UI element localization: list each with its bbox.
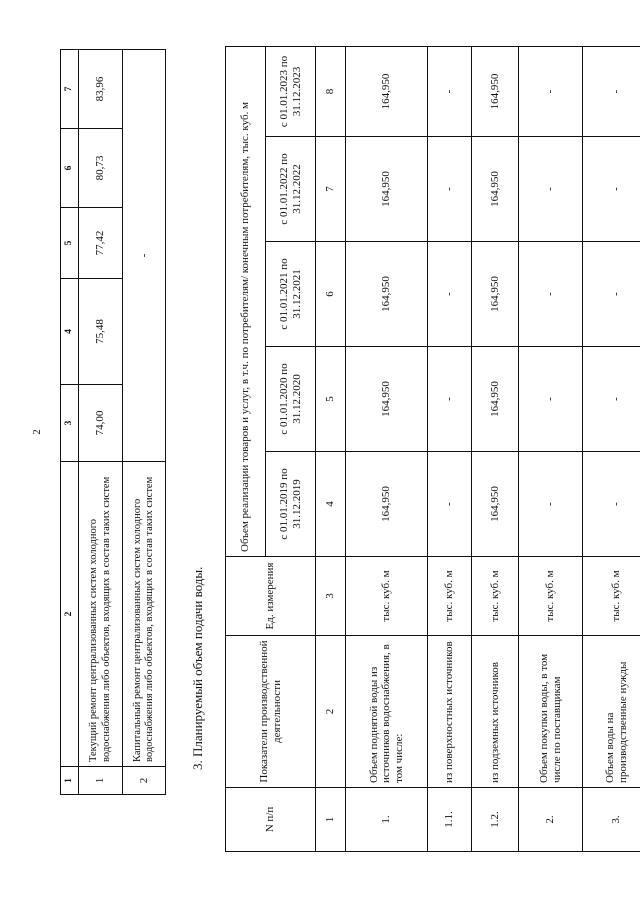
section-title: 3. Планируемый объем подачи воды. — [190, 566, 205, 770]
header-cell: 6 — [61, 129, 79, 208]
period-cell: с 01.01.2021 по 31.12.2021 — [266, 242, 316, 347]
numbering-cell: 2 — [316, 636, 346, 788]
row-number: 1. — [346, 788, 428, 852]
table-row — [428, 46, 472, 851]
value-cell: - — [583, 452, 640, 557]
row-unit: тыс. куб. м — [472, 557, 519, 636]
value-cell: - — [519, 347, 583, 452]
row-unit: тыс. куб. м — [583, 557, 640, 636]
row-name: из поверхностных источников — [428, 636, 472, 788]
value-cell: - — [519, 46, 583, 136]
value-cell: - — [428, 137, 472, 242]
table-row — [583, 46, 640, 851]
value-cell: - — [428, 452, 472, 557]
numbering-cell: 1 — [316, 788, 346, 852]
value-cell: - — [519, 242, 583, 347]
value-cell: - — [428, 242, 472, 347]
value-cell: 164,950 — [472, 46, 519, 136]
value-cell: - — [428, 46, 472, 136]
value-cell: 164,950 — [346, 347, 428, 452]
row-text: Текущий ремонт централизованных систем холодного водоснабжения либо объектов, входящих в состав таких систем — [79, 462, 123, 767]
maintenance-table-wrapper — [60, 49, 166, 795]
row-unit: тыс. куб. м — [346, 557, 428, 636]
water-supply-table — [225, 46, 640, 852]
numbering-cell: 4 — [316, 452, 346, 557]
row-number: 1.2. — [472, 788, 519, 852]
maintenance-table — [60, 49, 166, 795]
period-cell: с 01.01.2023 по 31.12.2023 — [266, 46, 316, 136]
header-cell: 2 — [61, 462, 79, 767]
table-row — [79, 50, 123, 795]
numbering-cell: 6 — [316, 242, 346, 347]
table-row — [226, 46, 266, 851]
row-name: Объем воды на производственные нужды — [583, 636, 640, 788]
value-cell: 164,950 — [472, 137, 519, 242]
period-cell: с 01.01.2019 по 31.12.2019 — [266, 452, 316, 557]
row-unit: тыс. куб. м — [428, 557, 472, 636]
numbering-cell: 3 — [316, 557, 346, 636]
value-cell: - — [519, 452, 583, 557]
row-number: 3. — [583, 788, 640, 852]
value-cell: 74,00 — [79, 385, 123, 462]
header-cell: 4 — [61, 279, 79, 385]
numbering-cell: 7 — [316, 137, 346, 242]
value-cell: - — [519, 137, 583, 242]
page-number: 2 — [30, 429, 43, 435]
value-cell: 75,48 — [79, 279, 123, 385]
value-cell: 164,950 — [346, 137, 428, 242]
header-indicator: Показатели производственной деятельности — [226, 636, 316, 788]
row-name: Объем поднятой воды из источников водоснабжения, в том числе: — [346, 636, 428, 788]
value-cell: 164,950 — [472, 347, 519, 452]
numbering-cell: 8 — [316, 46, 346, 136]
row-unit: тыс. куб. м — [519, 557, 583, 636]
header-cell: 7 — [61, 50, 79, 129]
row-number: 2. — [519, 788, 583, 852]
table-row — [519, 46, 583, 851]
value-cell: 164,950 — [472, 452, 519, 557]
value-cell: 164,950 — [346, 46, 428, 136]
table-row — [316, 46, 346, 851]
table-row — [61, 50, 79, 795]
header-group: Объем реализации товаров и услуг, в т.ч. по потребителям/ конечным потребителям, тыс. куб. м — [226, 46, 266, 556]
value-cell: 164,950 — [346, 452, 428, 557]
period-cell: с 01.01.2020 по 31.12.2020 — [266, 347, 316, 452]
value-cell: - — [583, 46, 640, 136]
table-row — [123, 50, 166, 795]
row-name: Объем покупки воды, в том числе по поставщикам — [519, 636, 583, 788]
row-number: 2 — [123, 767, 166, 795]
merged-value-cell: - — [123, 50, 166, 462]
value-cell: - — [583, 137, 640, 242]
row-name: из подземных источников — [472, 636, 519, 788]
value-cell: - — [428, 347, 472, 452]
header-cell: 5 — [61, 208, 79, 279]
value-cell: - — [583, 347, 640, 452]
period-cell: с 01.01.2022 по 31.12.2022 — [266, 137, 316, 242]
table-row — [472, 46, 519, 851]
numbering-cell: 5 — [316, 347, 346, 452]
row-text: Капитальный ремонт централизованных систем холодного водоснабжения либо объектов, входящих в состав таких систем — [123, 462, 166, 767]
table-row — [346, 46, 428, 851]
value-cell: 77,42 — [79, 208, 123, 279]
value-cell: - — [583, 242, 640, 347]
value-cell: 164,950 — [346, 242, 428, 347]
value-cell: 83,96 — [79, 50, 123, 129]
value-cell: 80,73 — [79, 129, 123, 208]
water-supply-table-wrapper — [225, 46, 640, 852]
row-number: 1.1. — [428, 788, 472, 852]
header-cell: 1 — [61, 767, 79, 795]
header-cell: 3 — [61, 385, 79, 462]
header-n: N п/п — [226, 788, 316, 852]
row-number: 1 — [79, 767, 123, 795]
header-unit: Ед. измерения — [226, 557, 316, 636]
value-cell: 164,950 — [472, 242, 519, 347]
